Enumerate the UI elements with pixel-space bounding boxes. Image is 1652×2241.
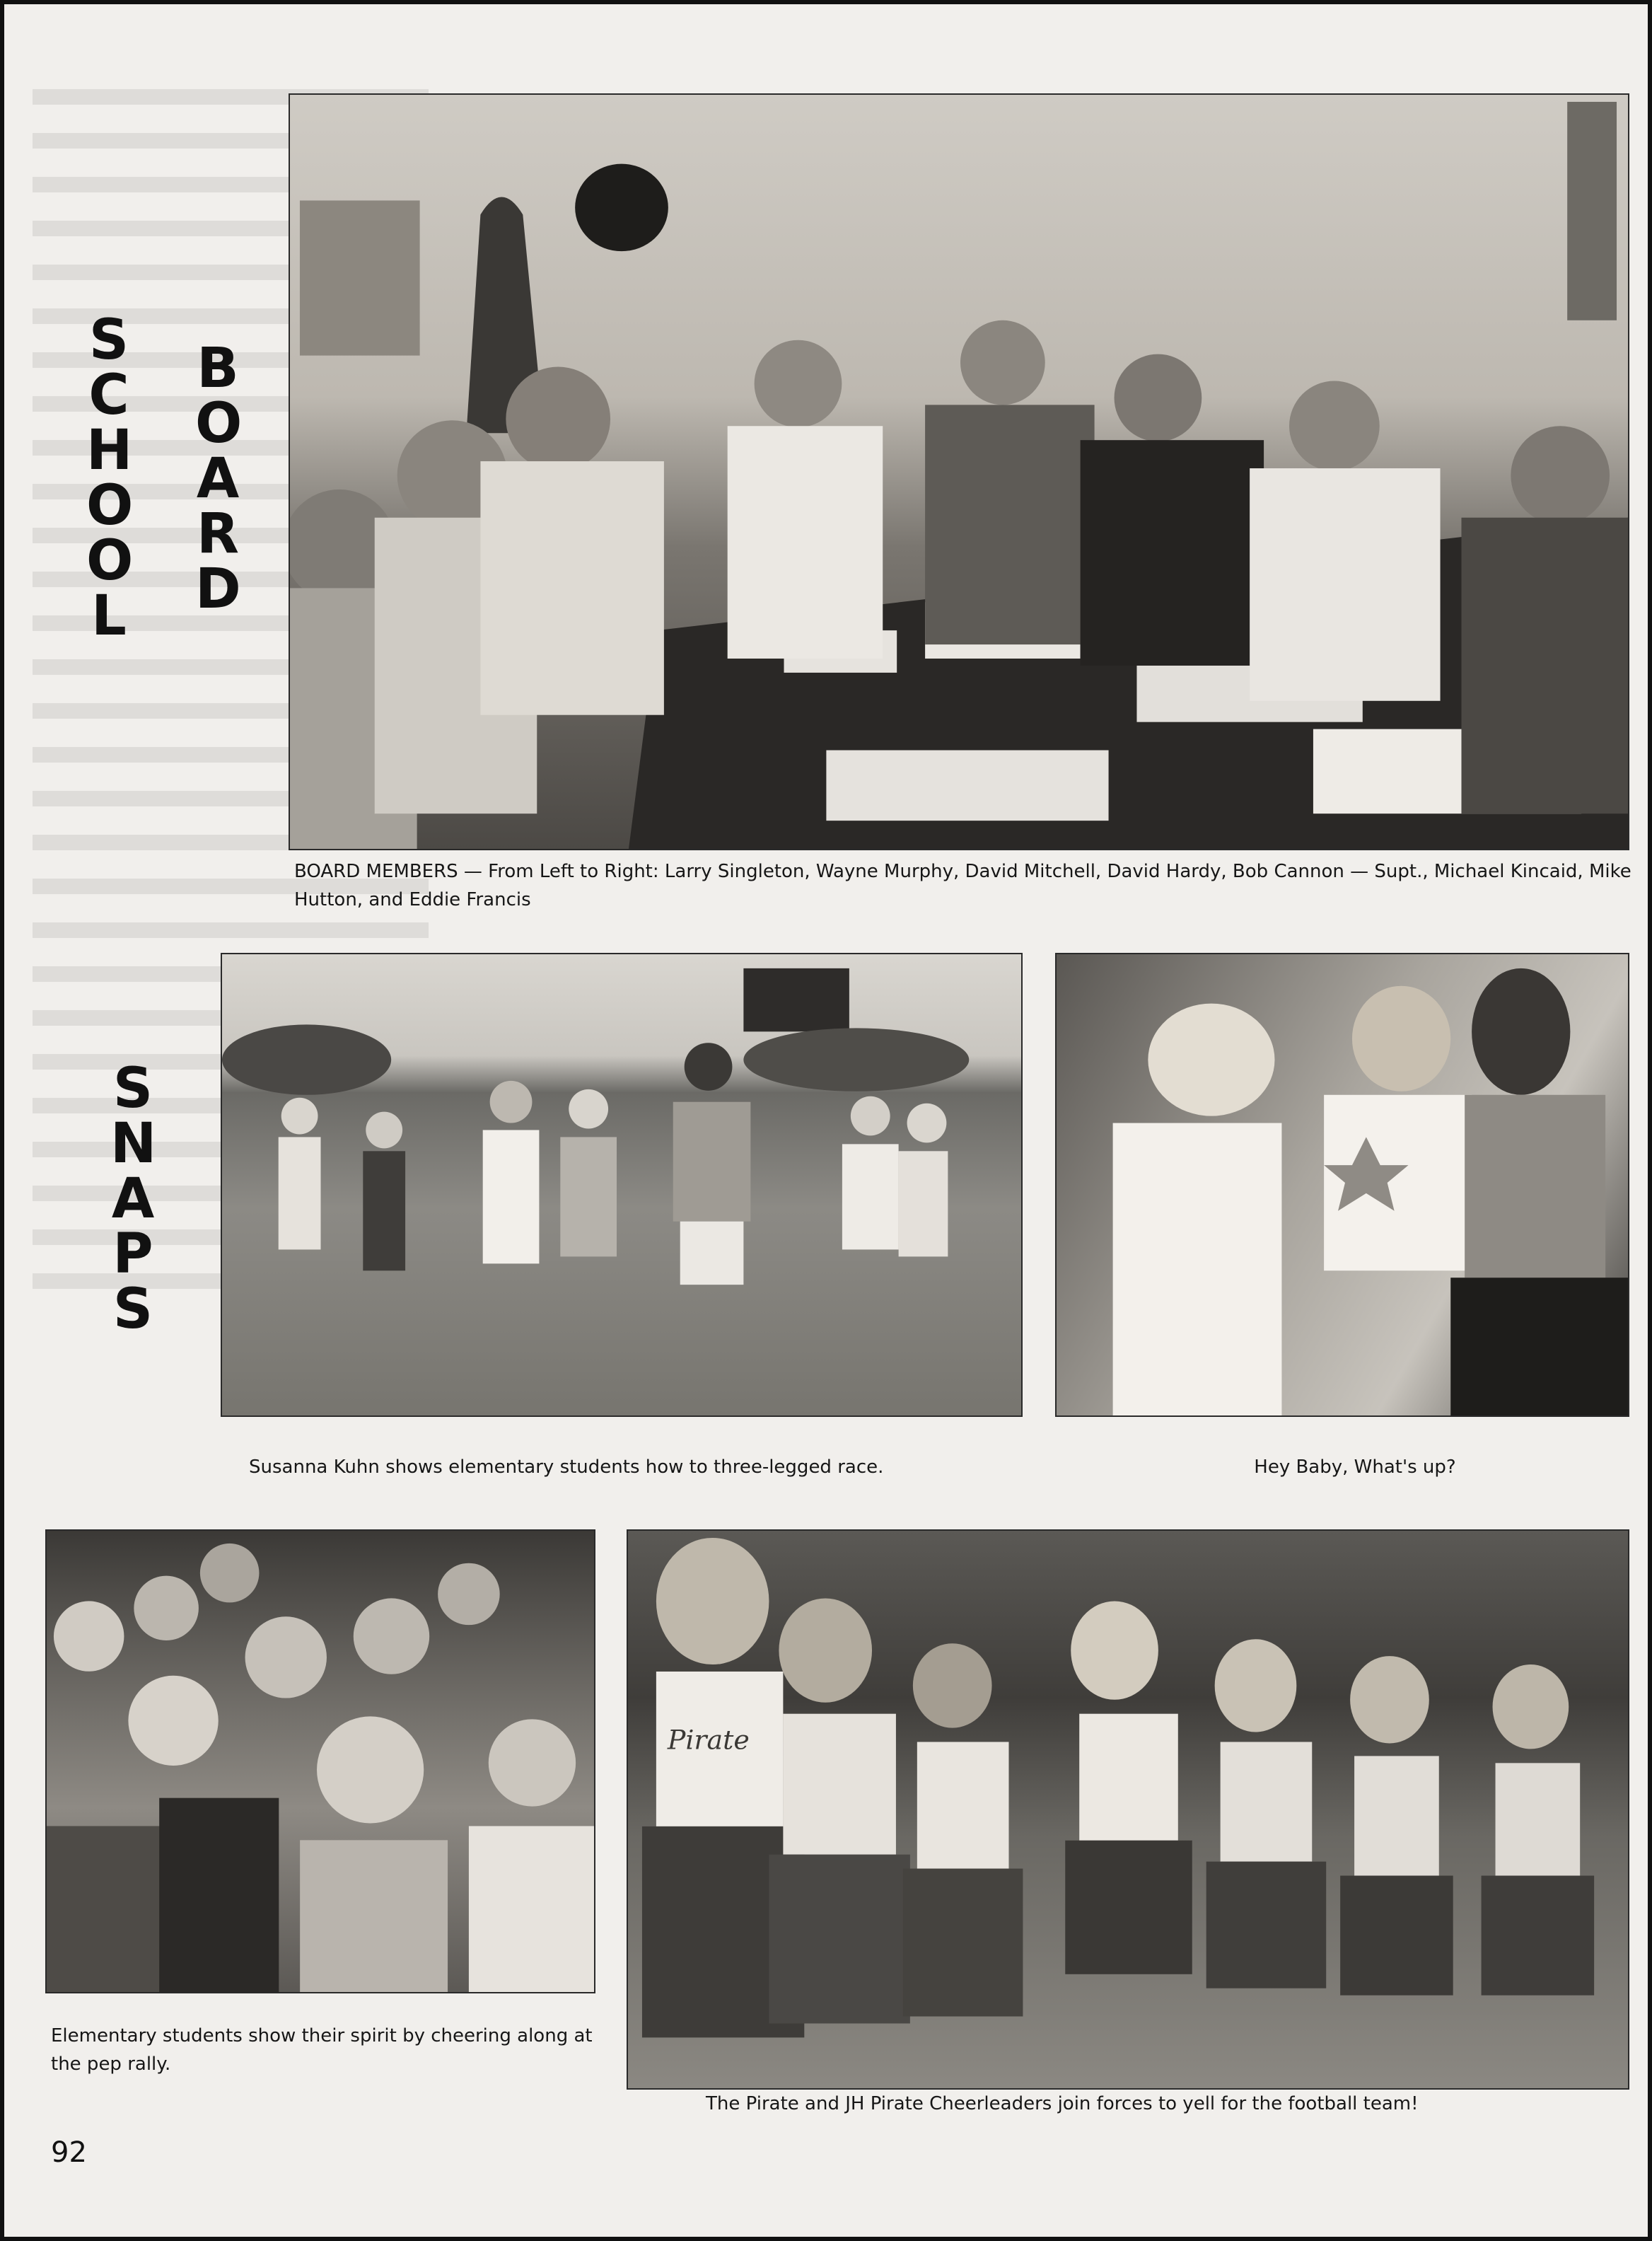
pep-rally-photo [45, 1529, 595, 1993]
cheer-uniform-text: Pirate [667, 1724, 750, 1756]
hey-baby-photo [1055, 953, 1629, 1417]
caption-board-members: BOARD MEMBERS — From Left to Right: Larry Singleton, Wayne Murphy, David Mitchell, David Hardy, Bob Cannon — Supt., Michael Kincaid, Mike Hutton, and Eddie Francis [294, 861, 1631, 910]
caption-cheerleaders: The Pirate and JH Pirate Cheerleaders join forces to yell for the football team! [706, 2093, 1419, 2114]
page-number: 92 [51, 2136, 87, 2169]
section-title-school: SCHOOL [86, 308, 134, 648]
three-legged-race-photo [221, 953, 1023, 1417]
cheerleaders-photo [627, 1529, 1629, 2090]
section-title-snaps: SNAPS [110, 1057, 157, 1341]
yearbook-page [4, 4, 1648, 2237]
caption-three-legged-race: Susanna Kuhn shows elementary students how to three-legged race. [249, 1457, 884, 1478]
caption-pep-rally: Elementary students show their spirit by cheering along at the pep rally. [51, 2025, 593, 2075]
school-board-photo [289, 93, 1629, 850]
caption-hey-baby: Hey Baby, What's up? [1254, 1457, 1456, 1478]
section-title-board: BOARD [195, 337, 243, 621]
